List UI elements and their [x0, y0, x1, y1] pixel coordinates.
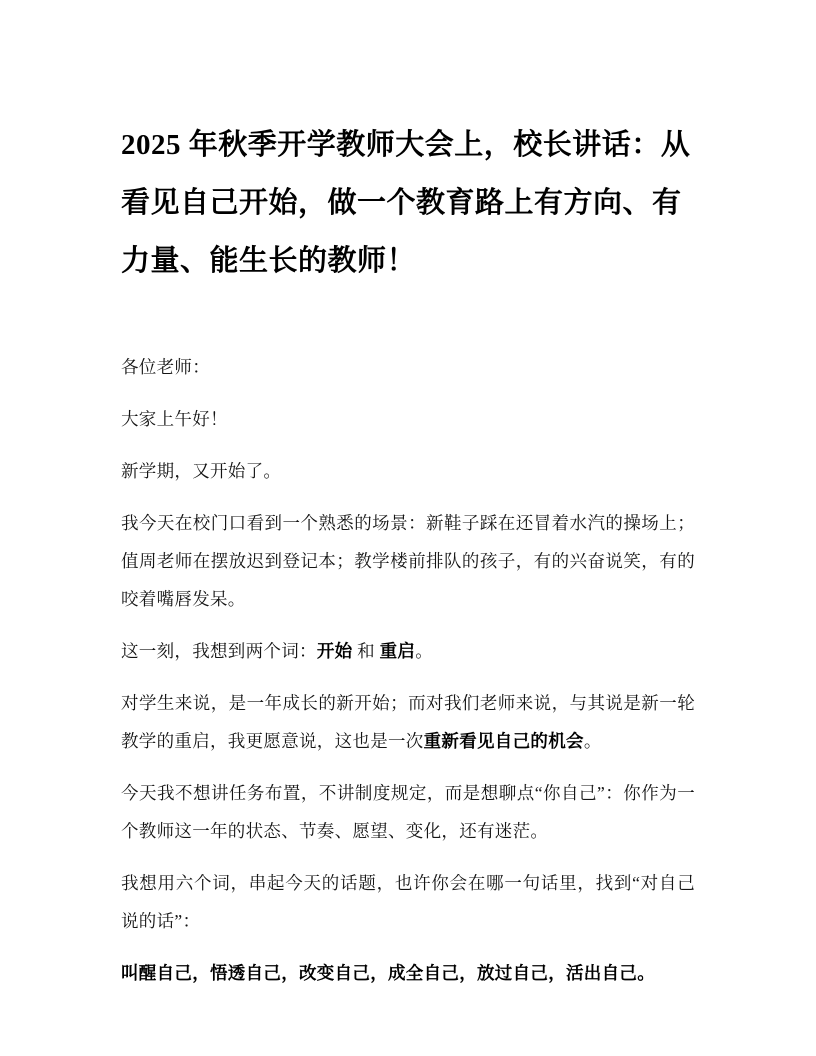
paragraph	[121, 632, 695, 670]
paragraph	[121, 348, 695, 386]
text-run: 新学期，又开始了。	[121, 461, 282, 481]
text-run: 各位老师：	[121, 357, 210, 377]
paragraph	[121, 864, 695, 940]
text-run: 和	[352, 641, 380, 661]
paragraph	[121, 452, 695, 490]
document-title	[121, 116, 695, 290]
text-run: 我想用六个词，串起今天的话题，也许你会在哪一句话里，找到“对自己说的话”：	[121, 873, 695, 931]
text-run: 。	[415, 641, 433, 661]
paragraph	[121, 774, 695, 850]
bold-text-run: 开始	[316, 641, 353, 661]
bold-text-run: 重新看见自己的机会	[423, 731, 584, 751]
bold-text-run: 叫醒自己，悟透自己，改变自己，成全自己，放过自己，活出自己。	[121, 963, 655, 983]
document-body	[121, 348, 695, 992]
paragraph	[121, 504, 695, 618]
text-run: 大家上午好！	[121, 409, 228, 429]
title-line-3: 力量、能生长的教师！	[121, 245, 417, 277]
title-line-1: 2025 年秋季开学教师大会上，校长讲话：从	[121, 129, 691, 161]
paragraph	[121, 954, 695, 992]
text-run: 对学生来说，是一年成长的新开始；而对我们老师来说，与其说是新一轮教学的重启，我更愿意说，这也是一次	[121, 693, 695, 751]
text-run: 。	[583, 731, 602, 751]
text-run: 这一刻，我想到两个词：	[121, 641, 317, 661]
title-line-2: 看见自己开始，做一个教育路上有方向、有	[121, 187, 682, 219]
bold-text-run: 重启	[379, 641, 416, 661]
text-run: 今天我不想讲任务布置，不讲制度规定，而是想聊点“你自己”：你作为一个教师这一年的状态、节奏、愿望、变化，还有迷茫。	[121, 783, 695, 841]
paragraph	[121, 684, 695, 760]
paragraph	[121, 400, 695, 438]
text-run: 我今天在校门口看到一个熟悉的场景：新鞋子踩在还冒着水汽的操场上；值周老师在摆放迟到登记本；教学楼前排队的孩子，有的兴奋说笑，有的咬着嘴唇发呆。	[121, 513, 695, 609]
